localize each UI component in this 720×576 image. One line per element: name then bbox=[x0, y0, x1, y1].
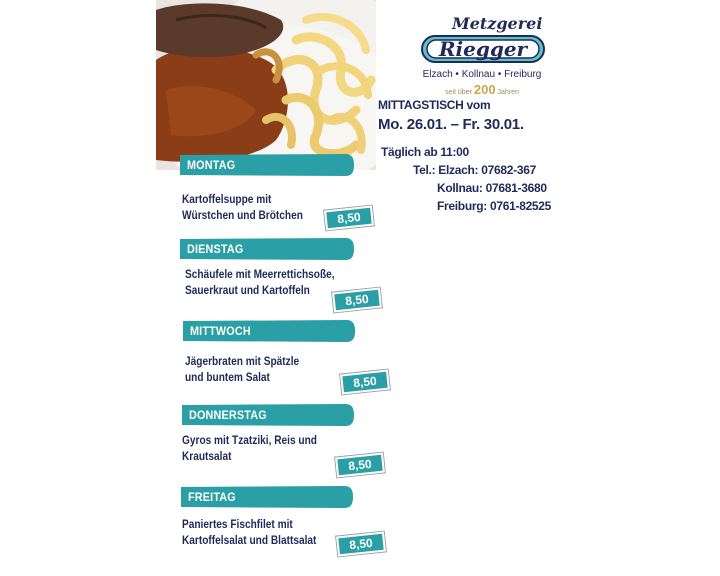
dish-monday bbox=[182, 192, 303, 224]
price-tag-tuesday bbox=[331, 286, 383, 313]
logo-name: Riegger bbox=[438, 37, 528, 61]
day-bar-monday bbox=[180, 154, 354, 176]
since-suffix: Jahren bbox=[497, 89, 519, 96]
dish-line: Krautsalat bbox=[182, 451, 232, 463]
dish-line: Jägerbraten mit Spätzle bbox=[185, 356, 300, 368]
day-label: DONNERSTAG bbox=[189, 408, 267, 422]
price-tag-thursday bbox=[334, 451, 386, 478]
price-value: 8,50 bbox=[344, 291, 370, 309]
menu-title: MITTAGSTISCH vom bbox=[378, 98, 491, 112]
dish-line: Kartoffelsuppe mit bbox=[182, 194, 272, 206]
day-bar-tuesday bbox=[180, 238, 354, 260]
dish-tuesday bbox=[185, 267, 335, 299]
since-number: 200 bbox=[473, 82, 496, 97]
day-label: FREITAG bbox=[188, 490, 236, 504]
logo-cities: Elzach • Kollnau • Freiburg bbox=[422, 69, 542, 80]
price-value: 8,50 bbox=[347, 456, 373, 474]
dish-line: und buntem Salat bbox=[185, 372, 270, 384]
dish-line: Paniertes Fischfilet mit bbox=[182, 519, 293, 531]
price-value: 8,50 bbox=[348, 535, 374, 553]
menu-dates: Mo. 26.01. – Fr. 30.01. bbox=[378, 116, 524, 133]
price-value: 8,50 bbox=[336, 209, 362, 227]
contact-freiburg: Freiburg: 0761-82525 bbox=[437, 199, 552, 213]
dish-line: Sauerkraut und Kartoffeln bbox=[185, 285, 310, 297]
price-tag-friday bbox=[335, 530, 387, 557]
price-value: 8,50 bbox=[352, 373, 378, 391]
day-bar-thursday bbox=[182, 404, 354, 426]
logo-top-text: Metzgerei bbox=[452, 14, 543, 33]
dish-friday bbox=[182, 517, 316, 549]
dish-line: Kartoffelsalat und Blattsalat bbox=[182, 535, 317, 547]
day-label: MITTWOCH bbox=[190, 324, 251, 338]
price-tag-wednesday bbox=[339, 368, 391, 395]
contact-kollnau: Kollnau: 07681-3680 bbox=[437, 181, 547, 195]
food-photo bbox=[156, 0, 376, 170]
day-label: MONTAG bbox=[187, 158, 236, 172]
dish-line: Würstchen und Brötchen bbox=[182, 210, 303, 222]
since-prefix: seit über bbox=[445, 89, 472, 96]
opening-time: Täglich ab 11:00 bbox=[381, 145, 469, 159]
day-bar-friday bbox=[181, 486, 353, 508]
dish-wednesday bbox=[185, 354, 299, 386]
dish-thursday bbox=[182, 433, 317, 465]
contact-elzach: Tel.: Elzach: 07682-367 bbox=[413, 163, 536, 177]
butcher-logo bbox=[412, 6, 552, 98]
dish-line: Gyros mit Tzatziki, Reis und bbox=[182, 435, 317, 447]
dish-line: Schäufele mit Meerrettichsoße, bbox=[185, 269, 335, 281]
price-tag-monday bbox=[323, 204, 375, 231]
day-bar-wednesday bbox=[183, 320, 355, 342]
day-label: DIENSTAG bbox=[187, 242, 244, 256]
logo-since bbox=[412, 82, 552, 97]
